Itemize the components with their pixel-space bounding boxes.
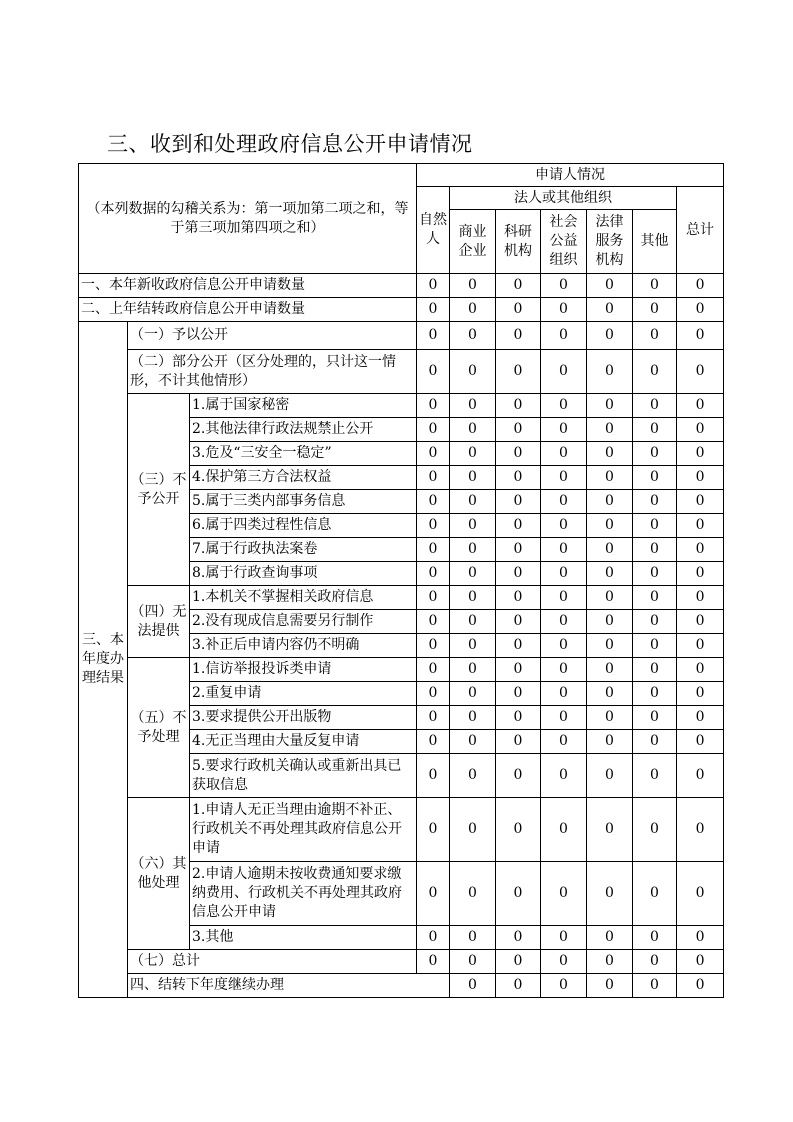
value-cell: 0	[677, 350, 724, 394]
value-cell: 0	[450, 562, 496, 586]
value-cell: 0	[496, 798, 541, 862]
value-cell: 0	[541, 926, 587, 950]
value-cell: 0	[633, 798, 677, 862]
value-cell: 0	[633, 950, 677, 974]
row-label: 4.保护第三方合法权益	[190, 466, 417, 490]
header-note: （本列数据的勾稽关系为：第一项加第二项之和，等于第三项加第四项之和）	[79, 164, 417, 274]
row-label: 1.本机关不掌握相关政府信息	[190, 586, 417, 610]
value-cell: 0	[541, 658, 587, 682]
value-cell: 0	[450, 418, 496, 442]
value-cell: 0	[677, 706, 724, 730]
value-cell: 0	[496, 682, 541, 706]
value-cell: 0	[633, 418, 677, 442]
row-label: （七）总计	[128, 950, 417, 974]
value-cell: 0	[496, 298, 541, 322]
value-cell: 0	[417, 394, 450, 418]
value-cell: 0	[541, 950, 587, 974]
value-cell: 0	[496, 394, 541, 418]
value-cell: 0	[541, 350, 587, 394]
value-cell: 0	[450, 514, 496, 538]
value-cell: 0	[541, 418, 587, 442]
value-cell: 0	[677, 442, 724, 466]
table-row	[79, 394, 724, 418]
value-cell: 0	[417, 634, 450, 658]
value-cell: 0	[417, 322, 450, 350]
value-cell: 0	[496, 442, 541, 466]
header-col-legal-service: 法律服务机构	[587, 210, 633, 274]
value-cell: 0	[496, 466, 541, 490]
value-cell: 0	[417, 442, 450, 466]
group-this-year-results: 三、本年度办理结果	[79, 322, 128, 998]
value-cell: 0	[587, 798, 633, 862]
value-cell: 0	[587, 442, 633, 466]
row-label: 3.补正后申请内容仍不明确	[190, 634, 417, 658]
group-other-handling: （六）其他处理	[128, 798, 190, 950]
value-cell: 0	[496, 658, 541, 682]
row-label: 2.其他法律行政法规禁止公开	[190, 418, 417, 442]
row-label: 一、本年新收政府信息公开申请数量	[79, 274, 417, 298]
header-total: 总计	[677, 187, 724, 274]
row-label: 4.无正当理由大量反复申请	[190, 730, 417, 754]
value-cell: 0	[417, 298, 450, 322]
row-label: 5.属于三类内部事务信息	[190, 490, 417, 514]
value-cell: 0	[541, 562, 587, 586]
value-cell: 0	[496, 274, 541, 298]
value-cell: 0	[541, 634, 587, 658]
value-cell: 0	[417, 730, 450, 754]
value-cell: 0	[633, 322, 677, 350]
value-cell: 0	[450, 798, 496, 862]
value-cell: 0	[450, 298, 496, 322]
row-label: 1.属于国家秘密	[190, 394, 417, 418]
table-row	[79, 586, 724, 610]
value-cell: 0	[677, 418, 724, 442]
value-cell: 0	[496, 974, 541, 998]
table-row	[79, 350, 724, 394]
table-row	[79, 322, 724, 350]
value-cell: 0	[417, 274, 450, 298]
value-cell: 0	[541, 538, 587, 562]
value-cell: 0	[496, 418, 541, 442]
value-cell: 0	[587, 862, 633, 926]
value-cell: 0	[587, 562, 633, 586]
value-cell: 0	[417, 950, 450, 974]
table-row	[79, 798, 724, 862]
value-cell: 0	[541, 862, 587, 926]
value-cell: 0	[496, 730, 541, 754]
value-cell: 0	[496, 562, 541, 586]
page-title: 三、收到和处理政府信息公开申请情况	[107, 132, 473, 156]
value-cell: 0	[633, 610, 677, 634]
value-cell: 0	[633, 658, 677, 682]
value-cell: 0	[417, 514, 450, 538]
row-label: 3.危及“三安全一稳定”	[190, 442, 417, 466]
value-cell: 0	[587, 514, 633, 538]
row-label: 5.要求行政机关确认或重新出具已获取信息	[190, 754, 417, 798]
value-cell: 0	[541, 466, 587, 490]
value-cell: 0	[587, 538, 633, 562]
value-cell: 0	[450, 394, 496, 418]
value-cell: 0	[417, 586, 450, 610]
group-not-disclosed: （三）不予公开	[128, 394, 190, 586]
group-not-processed: （五）不予处理	[128, 658, 190, 798]
table-row	[79, 950, 724, 974]
value-cell: 0	[677, 562, 724, 586]
value-cell: 0	[496, 950, 541, 974]
value-cell: 0	[677, 682, 724, 706]
value-cell: 0	[541, 706, 587, 730]
value-cell: 0	[677, 466, 724, 490]
application-table	[78, 163, 724, 998]
value-cell: 0	[496, 634, 541, 658]
value-cell: 0	[587, 322, 633, 350]
header-col-research: 科研机构	[496, 210, 541, 274]
value-cell: 0	[633, 562, 677, 586]
row-label: 1.申请人无正当理由逾期不补正、行政机关不再处理其政府信息公开申请	[190, 798, 417, 862]
value-cell: 0	[417, 418, 450, 442]
value-cell: 0	[677, 394, 724, 418]
header-row-1	[79, 164, 724, 187]
value-cell: 0	[587, 634, 633, 658]
row-label: 二、上年结转政府信息公开申请数量	[79, 298, 417, 322]
value-cell: 0	[677, 862, 724, 926]
value-cell: 0	[496, 754, 541, 798]
value-cell: 0	[677, 950, 724, 974]
value-cell: 0	[587, 490, 633, 514]
value-cell: 0	[450, 350, 496, 394]
value-cell: 0	[677, 798, 724, 862]
value-cell: 0	[450, 634, 496, 658]
value-cell: 0	[677, 754, 724, 798]
value-cell: 0	[450, 322, 496, 350]
value-cell: 0	[587, 682, 633, 706]
value-cell: 0	[496, 490, 541, 514]
value-cell: 0	[677, 634, 724, 658]
value-cell: 0	[633, 754, 677, 798]
value-cell: 0	[417, 754, 450, 798]
value-cell: 0	[633, 298, 677, 322]
value-cell: 0	[587, 730, 633, 754]
value-cell: 0	[587, 350, 633, 394]
value-cell: 0	[633, 586, 677, 610]
value-cell: 0	[677, 658, 724, 682]
value-cell: 0	[496, 610, 541, 634]
value-cell: 0	[417, 490, 450, 514]
value-cell: 0	[417, 350, 450, 394]
row-label: 四、结转下年度继续办理	[128, 974, 450, 998]
value-cell: 0	[450, 706, 496, 730]
value-cell: 0	[496, 514, 541, 538]
value-cell: 0	[496, 538, 541, 562]
value-cell: 0	[450, 974, 496, 998]
header-col-other: 其他	[633, 210, 677, 274]
value-cell: 0	[587, 610, 633, 634]
group-cannot-provide: （四）无法提供	[128, 586, 190, 658]
row-label: （二）部分公开（区分处理的，只计这一情形，不计其他情形）	[128, 350, 417, 394]
table-row	[79, 974, 724, 998]
value-cell: 0	[541, 610, 587, 634]
value-cell: 0	[587, 706, 633, 730]
value-cell: 0	[677, 514, 724, 538]
value-cell: 0	[633, 394, 677, 418]
value-cell: 0	[450, 466, 496, 490]
row-label: 6.属于四类过程性信息	[190, 514, 417, 538]
value-cell: 0	[633, 974, 677, 998]
value-cell: 0	[450, 538, 496, 562]
value-cell: 0	[633, 634, 677, 658]
table-row	[79, 298, 724, 322]
value-cell: 0	[541, 322, 587, 350]
value-cell: 0	[633, 514, 677, 538]
value-cell: 0	[417, 798, 450, 862]
value-cell: 0	[450, 490, 496, 514]
value-cell: 0	[633, 862, 677, 926]
value-cell: 0	[450, 274, 496, 298]
value-cell: 0	[450, 754, 496, 798]
value-cell: 0	[587, 274, 633, 298]
value-cell: 0	[633, 926, 677, 950]
value-cell: 0	[417, 658, 450, 682]
value-cell: 0	[587, 298, 633, 322]
value-cell: 0	[633, 538, 677, 562]
header-natural-person: 自然人	[417, 187, 450, 274]
value-cell: 0	[633, 442, 677, 466]
header-col-business: 商业企业	[450, 210, 496, 274]
value-cell: 0	[633, 706, 677, 730]
value-cell: 0	[587, 466, 633, 490]
value-cell: 0	[417, 862, 450, 926]
value-cell: 0	[496, 586, 541, 610]
row-label: 3.要求提供公开出版物	[190, 706, 417, 730]
value-cell: 0	[677, 586, 724, 610]
value-cell: 0	[587, 754, 633, 798]
value-cell: 0	[417, 466, 450, 490]
value-cell: 0	[541, 798, 587, 862]
value-cell: 0	[587, 394, 633, 418]
value-cell: 0	[541, 974, 587, 998]
value-cell: 0	[417, 682, 450, 706]
value-cell: 0	[677, 610, 724, 634]
row-label: 2.没有现成信息需要另行制作	[190, 610, 417, 634]
value-cell: 0	[541, 514, 587, 538]
value-cell: 0	[587, 586, 633, 610]
value-cell: 0	[450, 950, 496, 974]
value-cell: 0	[677, 274, 724, 298]
row-label: 2.重复申请	[190, 682, 417, 706]
value-cell: 0	[541, 274, 587, 298]
value-cell: 0	[587, 926, 633, 950]
value-cell: 0	[541, 490, 587, 514]
value-cell: 0	[450, 682, 496, 706]
value-cell: 0	[541, 394, 587, 418]
value-cell: 0	[450, 730, 496, 754]
header-applicant: 申请人情况	[417, 164, 724, 187]
value-cell: 0	[417, 562, 450, 586]
value-cell: 0	[633, 682, 677, 706]
value-cell: 0	[677, 926, 724, 950]
row-label: 1.信访举报投诉类申请	[190, 658, 417, 682]
value-cell: 0	[677, 322, 724, 350]
value-cell: 0	[541, 730, 587, 754]
value-cell: 0	[541, 298, 587, 322]
value-cell: 0	[450, 610, 496, 634]
value-cell: 0	[677, 538, 724, 562]
value-cell: 0	[541, 586, 587, 610]
value-cell: 0	[417, 538, 450, 562]
value-cell: 0	[417, 926, 450, 950]
value-cell: 0	[633, 490, 677, 514]
value-cell: 0	[541, 442, 587, 466]
row-label: 2.申请人逾期未按收费通知要求缴纳费用、行政机关不再处理其政府信息公开申请	[190, 862, 417, 926]
value-cell: 0	[450, 658, 496, 682]
value-cell: 0	[496, 350, 541, 394]
row-label: 8.属于行政查询事项	[190, 562, 417, 586]
value-cell: 0	[496, 862, 541, 926]
value-cell: 0	[496, 926, 541, 950]
value-cell: 0	[633, 350, 677, 394]
table-row	[79, 274, 724, 298]
value-cell: 0	[417, 610, 450, 634]
header-legal-group: 法人或其他组织	[450, 187, 677, 210]
value-cell: 0	[677, 730, 724, 754]
table-row	[79, 658, 724, 682]
header-col-public-welfare: 社会公益组织	[541, 210, 587, 274]
value-cell: 0	[450, 442, 496, 466]
value-cell: 0	[633, 274, 677, 298]
value-cell: 0	[677, 490, 724, 514]
value-cell: 0	[541, 682, 587, 706]
value-cell: 0	[450, 586, 496, 610]
value-cell: 0	[541, 754, 587, 798]
value-cell: 0	[587, 950, 633, 974]
value-cell: 0	[496, 706, 541, 730]
row-label: 7.属于行政执法案卷	[190, 538, 417, 562]
value-cell: 0	[587, 974, 633, 998]
value-cell: 0	[587, 658, 633, 682]
value-cell: 0	[450, 926, 496, 950]
row-label: 3.其他	[190, 926, 417, 950]
value-cell: 0	[417, 706, 450, 730]
value-cell: 0	[677, 974, 724, 998]
row-label: （一）予以公开	[128, 322, 417, 350]
value-cell: 0	[496, 322, 541, 350]
value-cell: 0	[450, 862, 496, 926]
value-cell: 0	[677, 298, 724, 322]
value-cell: 0	[633, 466, 677, 490]
value-cell: 0	[633, 730, 677, 754]
value-cell: 0	[587, 418, 633, 442]
